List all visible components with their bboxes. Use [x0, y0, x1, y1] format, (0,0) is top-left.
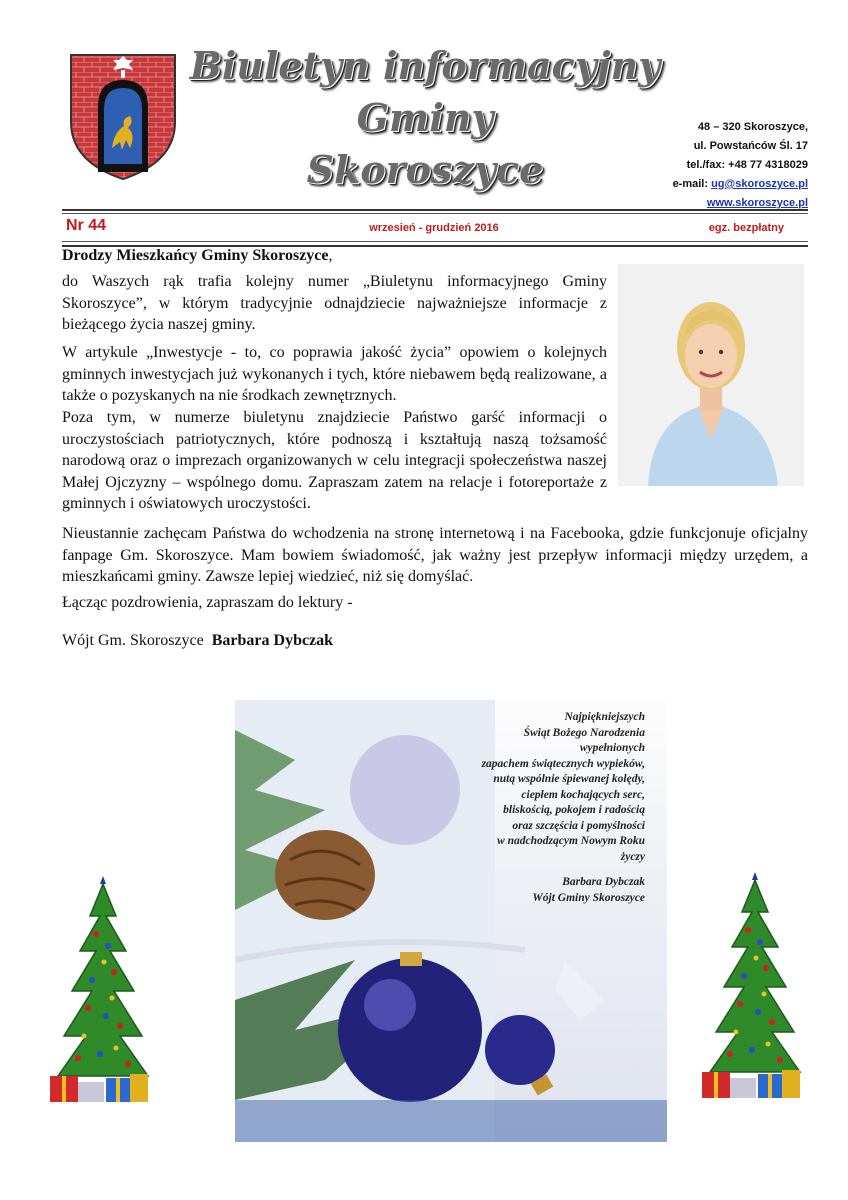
letter-paragraph: do Waszych rąk trafia kolejny numer „Biuletynu informacyjnego Gminy Skoroszyce”, w którym tradycyjnie odnajdziecie najważniejsze informacje z bieżącego życia naszej gminy.	[62, 273, 607, 333]
wish-line: nutą wspólnie śpiewanej kolędy,	[493, 773, 645, 785]
address-line-2: ul. Powstańców Śl. 17	[693, 140, 808, 152]
email-row	[588, 175, 808, 194]
greeting-punctuation: ,	[328, 247, 333, 264]
wish-line: Świąt Bożego Narodzenia	[523, 726, 645, 739]
wish-line: bliskością, pokojem i radością	[503, 804, 645, 816]
christmas-tree-icon	[700, 872, 810, 1102]
contact-block	[588, 118, 808, 213]
wish-line: ciepłem kochających serc,	[521, 788, 645, 801]
wish-line: zapachem świątecznych wypieków,	[481, 757, 645, 770]
christmas-tree-icon	[48, 876, 158, 1106]
card-signature-name: Barbara Dybczak	[562, 876, 645, 888]
title-line-2: Gminy	[356, 95, 494, 140]
title-line-3: Skoroszyce	[306, 147, 544, 192]
letter-paragraph: Łącząc pozdrowienia, zapraszam do lektury -	[62, 594, 353, 611]
letter-paragraph: Poza tym, w numerze biuletynu znajdziecie Państwo garść informacji o uroczystościach patriotycznych, które podnoszą i kształtują naszą tożsamość narodową oraz o imprezach organizowanych w celu integracji społeczeństwa naszej Małej Ojczyzny – wspólnego domu. Zapraszam zatem na relacje i fotoreportaże z gminnych i oświatowych uroczystości.	[62, 409, 607, 512]
christmas-wishes	[405, 710, 645, 906]
header-rule	[62, 209, 808, 211]
issue-number: Nr 44	[66, 217, 107, 234]
wish-line: oraz szczęścia i pomyślności	[512, 819, 645, 832]
website-link[interactable]: www.skoroszyce.pl	[706, 197, 808, 209]
title-line-1: Biuletyn informacyjny	[189, 43, 661, 88]
email-label: e-mail:	[672, 178, 712, 190]
greeting-text: Drodzy Mieszkańcy Gminy Skoroszyce	[62, 247, 329, 264]
wish-line: życzy	[620, 850, 645, 863]
coat-of-arms-icon	[68, 52, 178, 182]
portrait-photo	[618, 264, 804, 486]
issue-dates: wrzesień - grudzień 2016	[369, 222, 499, 234]
phone: tel./fax: +48 77 4318029	[686, 159, 808, 171]
greeting	[62, 247, 333, 265]
signature-name: Barbara Dybczak	[211, 632, 334, 649]
address-line-1: 48 – 320 Skoroszyce,	[697, 121, 808, 133]
christmas-card	[235, 700, 667, 1142]
wish-line: w nadchodzącym Nowym Roku	[497, 835, 645, 847]
card-signature-title: Wójt Gminy Skoroszyce	[532, 891, 645, 904]
price-label: egz. bezpłatny	[708, 222, 784, 234]
letter-paragraph: Nieustannie zachęcam Państwa do wchodzenia na stronę internetową i na Facebooka, gdzie funkcjonuje oficjalny fanpage Gm. Skoroszyce. Mam bowiem świadomość, jak ważny jest przepływ informacji między urzędem, a mieszkańcami gminy. Zawsze lepiej wiedzieć, niż się domyślać.	[62, 525, 808, 585]
subheader-rule-thin	[62, 241, 808, 242]
letter-paragraph: W artykule „Inwestycje - to, co poprawia jakość życia” opowiem o kolejnych gminnych inwestycjach już wykonanych i tych, które niebawem będą realizowane, a także o pozyskanych na nie środkach zewnętrznych.	[62, 344, 607, 404]
signature-prefix: Wójt Gm. Skoroszyce	[62, 632, 204, 649]
wish-line: wypełnionych	[579, 742, 645, 754]
header-rule-thin	[62, 213, 808, 214]
signature	[62, 632, 333, 650]
email-link[interactable]: ug@skoroszyce.pl	[711, 178, 808, 190]
wish-line: Najpiękniejszych	[564, 711, 645, 723]
